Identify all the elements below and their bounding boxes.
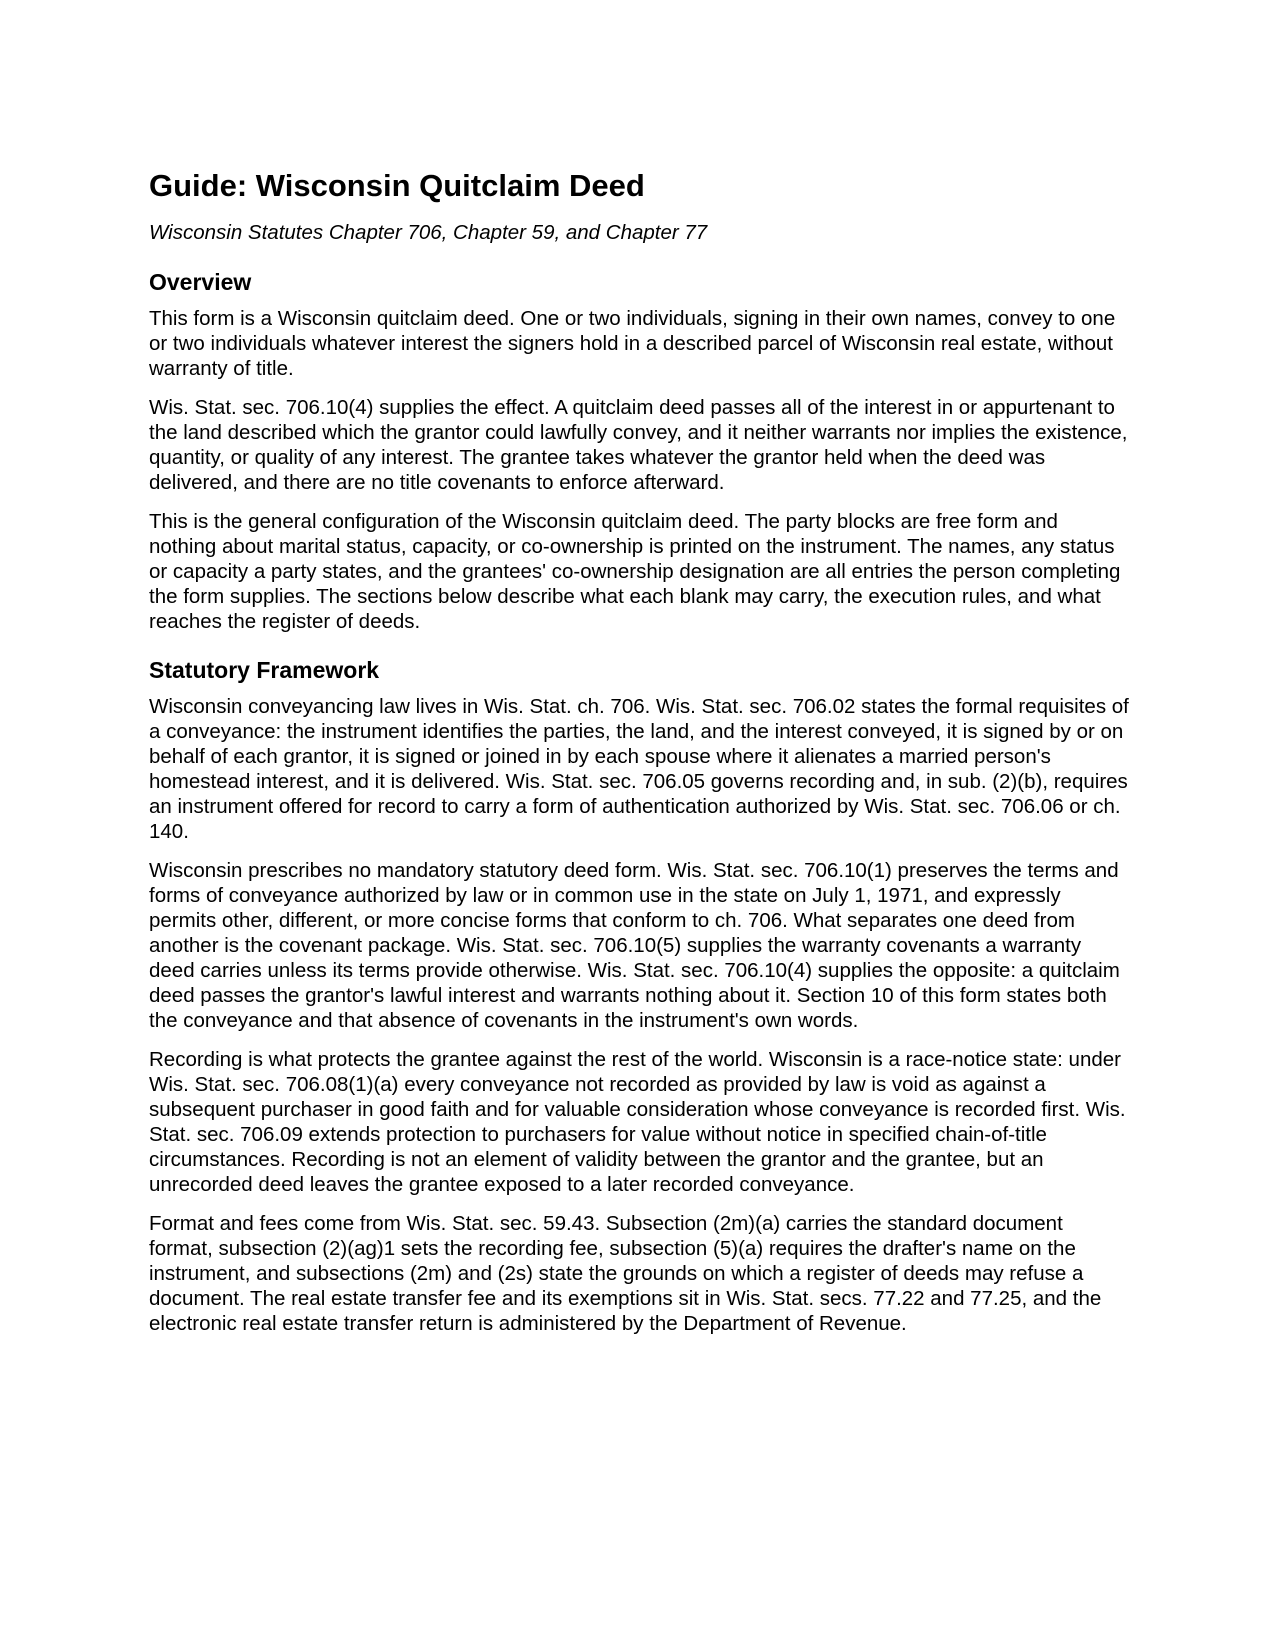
section-heading-overview: Overview [149,269,252,295]
framework-paragraph-2: Wisconsin prescribes no mandatory statutory deed form. Wis. Stat. sec. 706.10(1) preserves the terms and forms of conveyance authorized by law or in common use in the state on July 1, 1971, and expressly permits other, different, or more concise forms that conform to ch. 706. What separates one deed from another is the covenant package. Wis. Stat. sec. 706.10(5) supplies the warranty covenants a warranty deed carries unless its terms provide otherwise. Wis. Stat. sec. 706.10(4) supplies the opposite: a quitclaim deed passes the grantor's lawful interest and warrants nothing about it. Section 10 of this form states both the conveyance and that absence of covenants in the instrument's own words. [149,859,1120,1032]
overview-paragraph-2: Wis. Stat. sec. 706.10(4) supplies the effect. A quitclaim deed passes all of the interest in or appurtenant to the land described which the grantor could lawfully convey, and it neither warrants nor implies the existence, quantity, or quality of any interest. The grantee takes whatever the grantor held when the deed was delivered, and there are no title covenants to enforce afterward. [149,396,1128,494]
document-title: Guide: Wisconsin Quitclaim Deed [149,168,645,203]
section-heading-statutory-framework: Statutory Framework [149,657,380,683]
overview-paragraph-3: This is the general configuration of the Wisconsin quitclaim deed. The party blocks are free form and nothing about marital status, capacity, or co-ownership is printed on the instrument. The names, any status or capacity a party states, and the grantees' co-ownership designation are all entries the person completing the form supplies. The sections below describe what each blank may carry, the execution rules, and what reaches the register of deeds. [149,510,1121,633]
document-subtitle: Wisconsin Statutes Chapter 706, Chapter 59, and Chapter 77 [149,221,708,244]
framework-paragraph-4: Format and fees come from Wis. Stat. sec. 59.43. Subsection (2m)(a) carries the standard document format, subsection (2)(ag)1 sets the recording fee, subsection (5)(a) requires the drafter's name on the instrument, and subsections (2m) and (2s) state the grounds on which a register of deeds may refuse a document. The real estate transfer fee and its exemptions sit in Wis. Stat. secs. 77.22 and 77.25, and the electronic real estate transfer return is administered by the Department of Revenue. [149,1212,1102,1335]
document-page [149,168,1129,1336]
overview-paragraph-1: This form is a Wisconsin quitclaim deed. One or two individuals, signing in their own names, convey to one or two individuals whatever interest the signers hold in a described parcel of Wisconsin real estate, without warranty of title. [149,307,1116,380]
framework-paragraph-3: Recording is what protects the grantee against the rest of the world. Wisconsin is a race-notice state: under Wis. Stat. sec. 706.08(1)(a) every conveyance not recorded as provided by law is void as against a subsequent purchaser in good faith and for valuable consideration whose conveyance is recorded first. Wis. Stat. sec. 706.09 extends protection to purchasers for value without notice in specified chain-of-title circumstances. Recording is not an element of validity between the grantor and the grantee, but an unrecorded deed leaves the grantee exposed to a later recorded conveyance. [149,1048,1126,1196]
framework-paragraph-1: Wisconsin conveyancing law lives in Wis. Stat. ch. 706. Wis. Stat. sec. 706.02 states the formal requisites of a conveyance: the instrument identifies the parties, the land, and the interest conveyed, it is signed by or on behalf of each grantor, it is signed or joined in by each spouse where it alienates a married person's homestead interest, and it is delivered. Wis. Stat. sec. 706.05 governs recording and, in sub. (2)(b), requires an instrument offered for record to carry a form of authentication authorized by Wis. Stat. sec. 706.06 or ch. 140. [149,695,1129,843]
